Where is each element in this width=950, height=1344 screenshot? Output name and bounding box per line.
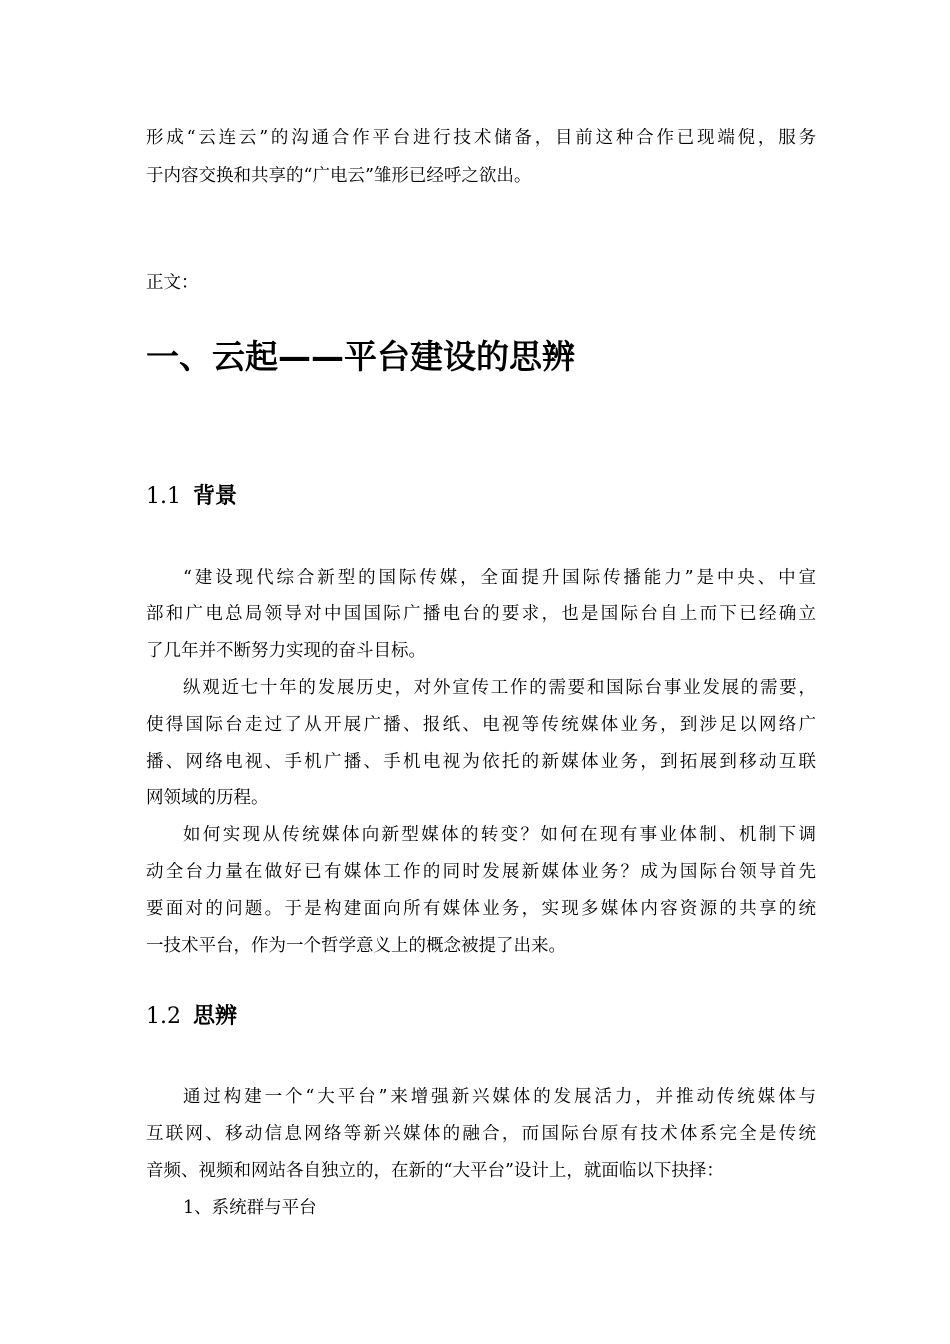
paragraph-line: 动全台力量在做好已有媒体工作的同时发展新媒体业务？成为国际台领导首先 — [146, 862, 816, 882]
paragraph-line: 网领域的历程。 — [146, 788, 269, 808]
intro-line-2: 于内容交换和共享的“广电云”雏形已经呼之欲出。 — [146, 166, 532, 186]
section-heading-background — [146, 482, 237, 512]
section-number: 1.2 — [146, 1004, 181, 1029]
body-label: 正文： — [146, 273, 199, 293]
paragraph-line: 播、网络电视、手机广播、手机电视为依托的新媒体业务，到拓展到移动互联 — [146, 752, 816, 772]
intro-line-1: 形成“云连云”的沟通合作平台进行技术储备，目前这种合作已现端倪，服务 — [146, 128, 816, 148]
paragraph-line: 部和广电总局领导对中国国际广播电台的要求，也是国际台自上而下已经确立 — [146, 604, 816, 624]
paragraph-line: “建设现代综合新型的国际传媒，全面提升国际传播能力”是中央、中宣 — [183, 568, 816, 588]
section-title: 思辨 — [193, 1004, 238, 1029]
paragraph-line: 互联网、移动信息网络等新兴媒体的融合，而国际台原有技术体系完全是传统 — [146, 1124, 816, 1144]
section-heading-reflection — [146, 1002, 237, 1032]
section-title: 背景 — [193, 484, 238, 509]
paragraph-line: 通过构建一个“大平台”来增强新兴媒体的发展活力，并推动传统媒体与 — [183, 1087, 816, 1107]
paragraph-line: 使得国际台走过了从开展广播、报纸、电视等传统媒体业务，到涉足以网络广 — [146, 715, 816, 735]
paragraph-line: 音频、视频和网站各自独立的，在新的“大平台”设计上，就面临以下抉择： — [146, 1161, 724, 1181]
chapter-title: 一、云起——平台建设的思辨 — [146, 337, 575, 376]
paragraph-line: 要面对的问题。于是构建面向所有媒体业务，实现多媒体内容资源的共享的统 — [146, 899, 816, 919]
paragraph-line: 纵观近七十年的发展历史，对外宣传工作的需要和国际台事业发展的需要， — [183, 678, 816, 698]
paragraph-line: 一技术平台，作为一个哲学意义上的概念被提了出来。 — [146, 936, 566, 956]
paragraph-line: 如何实现从传统媒体向新型媒体的转变？如何在现有事业体制、机制下调 — [183, 825, 816, 845]
list-item: 1、系统群与平台 — [183, 1198, 317, 1218]
paragraph-line: 了几年并不断努力实现的奋斗目标。 — [146, 641, 426, 661]
section-number: 1.1 — [146, 484, 181, 509]
